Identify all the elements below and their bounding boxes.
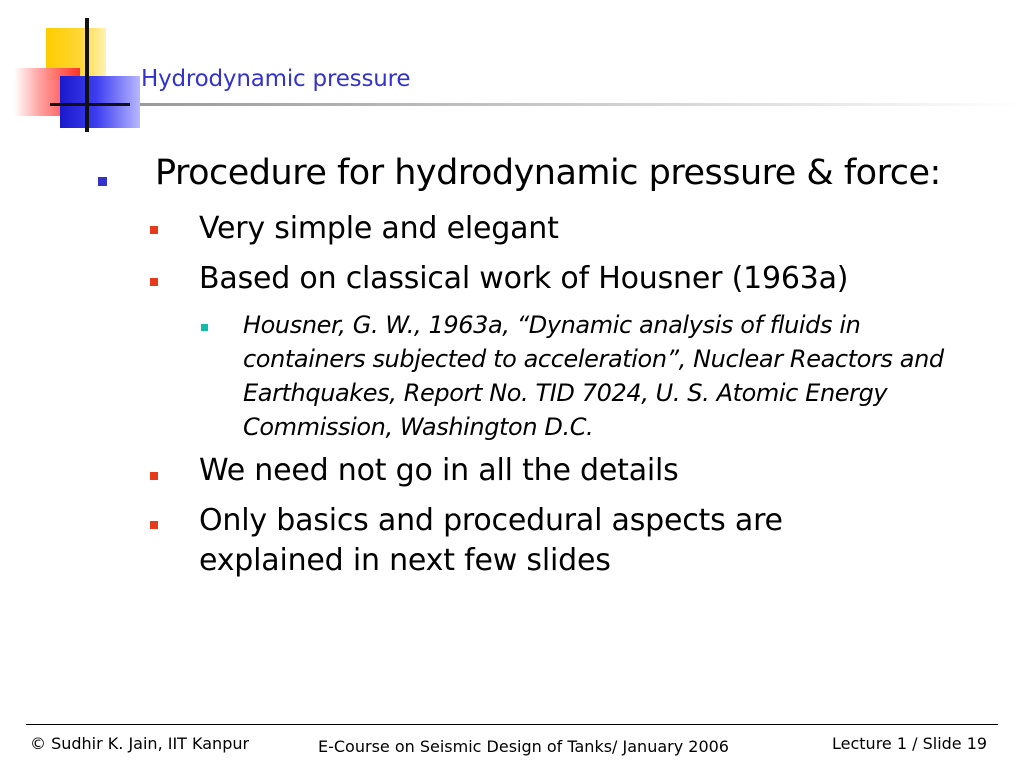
sub-point: We need not go in all the details: [199, 453, 679, 488]
sub-point: Only basics and procedural aspects are: [199, 503, 783, 538]
logo-blue-square: [60, 76, 140, 128]
slide-title: Hydrodynamic pressure: [141, 66, 411, 92]
reference-line: Housner, G. W., 1963a, “Dynamic analysis of fluids in: [243, 311, 861, 339]
reference-citation: [243, 308, 1013, 444]
reference-line: Earthquakes, Report No. TID 7024, U. S. Atomic Energy: [243, 379, 888, 407]
footer-slide-number: Lecture 1 / Slide 19: [832, 734, 988, 753]
sub-point: Very simple and elegant: [199, 211, 559, 246]
logo-vertical-line: [85, 18, 89, 132]
footer-course: E-Course on Seismic Design of Tanks/ January 2006: [318, 737, 729, 756]
bullet-level3: [201, 324, 208, 331]
reference-line: containers subjected to acceleration”, Nuclear Reactors and: [243, 345, 944, 373]
footer-author: © Sudhir K. Jain, IIT Kanpur: [30, 734, 250, 753]
main-point: Procedure for hydrodynamic pressure & force:: [155, 153, 941, 193]
sub-point: Based on classical work of Housner (1963a): [199, 261, 849, 296]
logo-horizontal-line: [50, 103, 130, 106]
bullet-level2: [150, 278, 158, 286]
bullet-level1: [98, 177, 107, 186]
bullet-level2: [150, 521, 158, 529]
reference-line: Commission, Washington D.C.: [243, 413, 594, 441]
sub-point-continuation: explained in next few slides: [199, 543, 611, 578]
bullet-level2: [150, 226, 158, 234]
slide-logo: [0, 0, 140, 140]
title-underline: [140, 103, 1024, 106]
bullet-level2: [150, 472, 158, 480]
footer-divider: [26, 724, 998, 725]
